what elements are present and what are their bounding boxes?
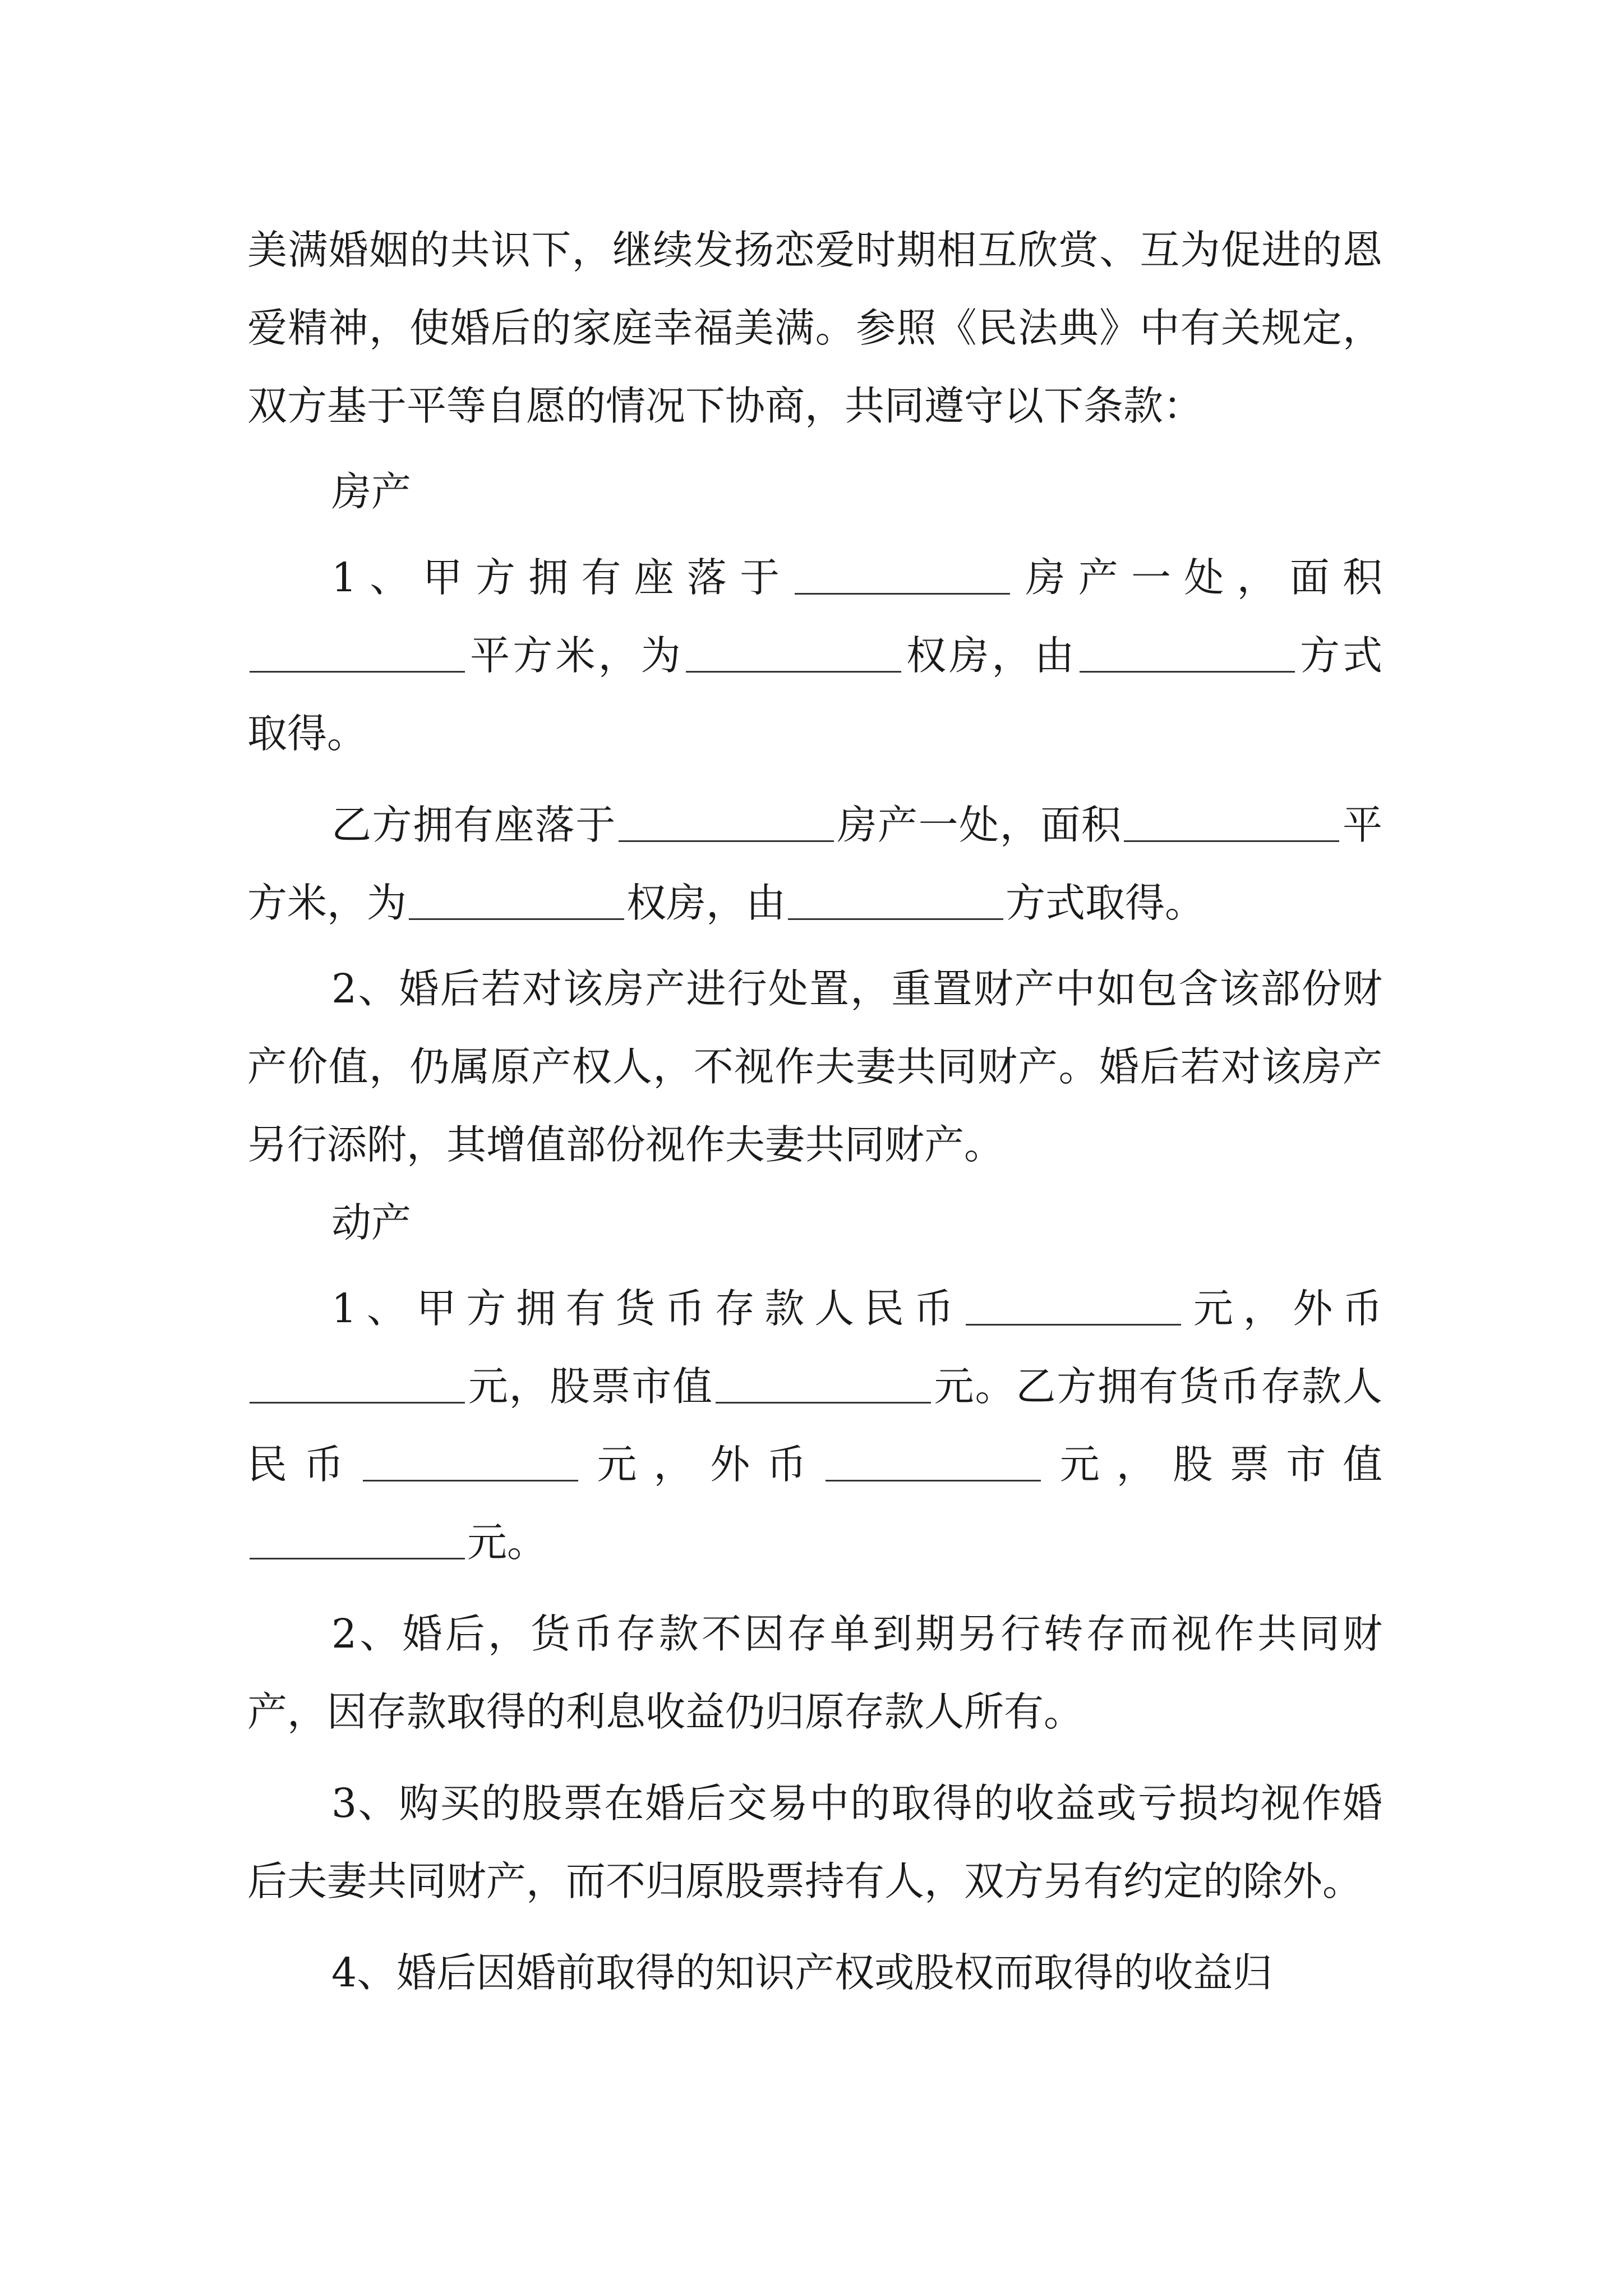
clause-text: 元，股票市值 <box>467 1363 713 1410</box>
clause-text: 房产一处，面积 <box>836 802 1122 848</box>
clause-text: 平方米，为 <box>467 632 684 679</box>
clause-text: 元，外币 <box>1183 1285 1382 1332</box>
movable-property-clause-3: 3、购买的股票在婚后交易中的取得的收益或亏损均视作婚后夫妻共同财产，而不归原股票持有人，双方另有约定的除外。 <box>247 1780 1382 1904</box>
document-body <box>247 211 1382 2012</box>
clause-text: 方式取得。 <box>1006 880 1205 926</box>
acquisition-blank <box>1080 635 1295 673</box>
clause-text: 平方米，为 <box>247 802 1382 926</box>
clause-text: 元，股票市值 <box>1043 1441 1382 1488</box>
stock-value-blank <box>716 1366 931 1404</box>
ownership-blank <box>409 882 624 920</box>
acquisition-blank <box>788 882 1003 920</box>
movable-property-clause-2: 2、婚后，货币存款不因存单到期另行转存而视作共同财产，因存款取得的利息收益仍归原存款人所有。 <box>247 1611 1382 1735</box>
movable-property-clause-4: 4、婚后因婚前取得的知识产权或股权而取得的收益归 <box>331 1949 1273 1996</box>
clause-text: 1、甲方拥有座落于 <box>331 554 793 601</box>
foreign-currency-blank <box>826 1444 1041 1481</box>
clause-text: 房产一处，面积 <box>1012 554 1382 601</box>
clause-text: 权房，由 <box>903 632 1077 679</box>
deposit-blank <box>363 1444 578 1481</box>
real-estate-clause-1-party-b <box>247 786 1382 942</box>
location-blank <box>795 557 1010 595</box>
movable-property-clause-1 <box>247 1269 1382 1581</box>
clause-text: 方式取得。 <box>247 632 1382 757</box>
clause-text: 权房，由 <box>626 880 786 926</box>
clause-text: 乙方拥有座落于 <box>331 802 616 848</box>
area-blank <box>1124 804 1339 842</box>
deposit-blank <box>966 1288 1181 1326</box>
real-estate-clause-1-party-a <box>247 539 1382 772</box>
ownership-blank <box>686 635 901 673</box>
clause-text: 元，外币 <box>580 1441 823 1488</box>
section-heading-movable-property: 动产 <box>331 1199 412 1246</box>
stock-value-blank <box>250 1522 465 1559</box>
foreign-currency-blank <box>250 1366 465 1404</box>
area-blank <box>250 635 465 673</box>
intro-paragraph: 美满婚姻的共识下，继续发扬恋爱时期相互欣赏、互为促进的恩爱精神，使婚后的家庭幸福美满。参照《民法典》中有关规定，双方基于平等自愿的情况下协商，共同遵守以下条款： <box>247 227 1382 429</box>
clause-text: 1、甲方拥有货币存款人民币 <box>331 1285 964 1332</box>
clause-text: 元。乙方拥有货币存款人民币 <box>247 1363 1382 1488</box>
section-heading-real-estate: 房产 <box>331 468 412 515</box>
location-blank <box>619 804 834 842</box>
real-estate-clause-2: 2、婚后若对该房产进行处置，重置财产中如包含该部份财产价值，仍属原产权人，不视作夫妻共同财产。婚后若对该房产另行添附，其增值部份视作夫妻共同财产。 <box>247 965 1382 1168</box>
clause-text: 元。 <box>467 1519 547 1566</box>
